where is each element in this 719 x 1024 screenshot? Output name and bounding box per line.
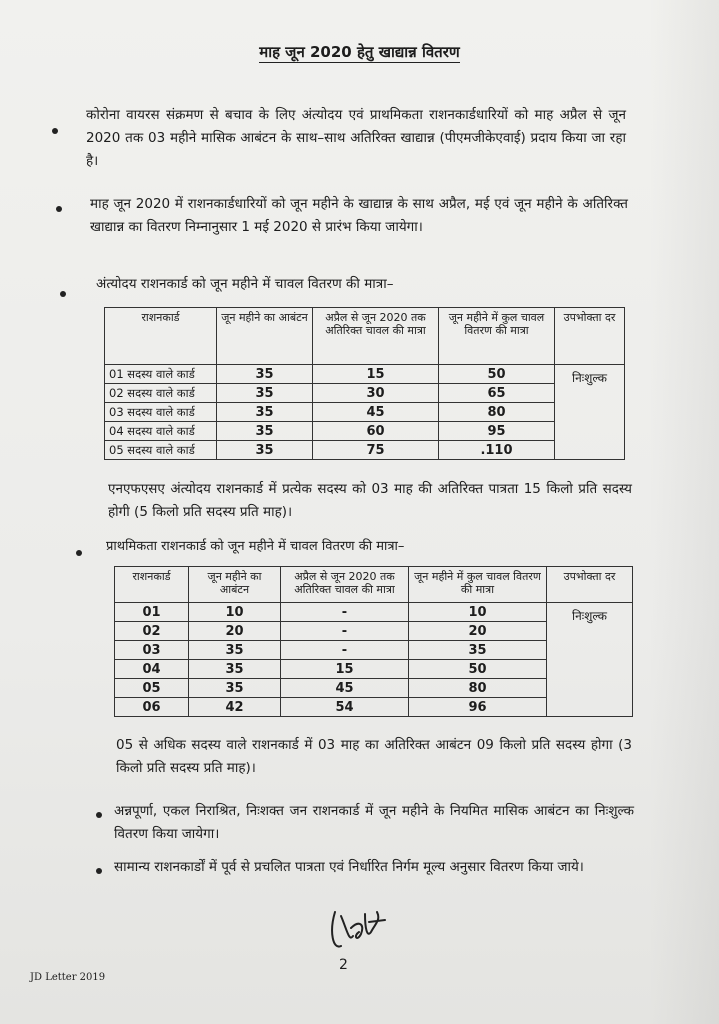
- table-cell: 15: [281, 660, 409, 679]
- table-header: अप्रैल से जून 2020 तक अतिरिक्त चावल की मात्रा: [313, 308, 439, 365]
- table-header-row: [105, 308, 625, 365]
- page-shadow: [649, 0, 719, 1024]
- table-cell: 42: [189, 698, 281, 717]
- table-cell: 50: [409, 660, 547, 679]
- table-cell: 60: [313, 422, 439, 441]
- consumer-rate-cell: निःशुल्क: [555, 365, 625, 460]
- table-header: जून महीने में कुल चावल वितरण की मात्रा: [409, 567, 547, 603]
- table-cell: 10: [409, 603, 547, 622]
- table-cell: 35: [217, 422, 313, 441]
- table-cell: 04 सदस्य वाले कार्ड: [105, 422, 217, 441]
- footer-label: JD Letter 2019: [30, 972, 106, 983]
- table-header: जून महीने का आबंटन: [189, 567, 281, 603]
- table-cell: 95: [439, 422, 555, 441]
- final-point-general: सामान्य राशनकार्डों में पूर्व से प्रचलित पात्रता एवं निर्धारित निर्गम मूल्य अनुसार वितरण किया जाये।: [114, 859, 584, 875]
- paragraph-june-distribution: माह जून 2020 में राशनकार्डधारियों को जून महीने के खाद्यान्न के साथ अप्रैल, मई एवं जून महीने के अतिरिक्त खाद्यान्न का वितरण निम्नानुसार 1 मई 2020 से प्रारंभ किया जायेगा।: [90, 196, 628, 235]
- table-header: अप्रैल से जून 2020 तक अतिरिक्त चावल की मात्रा: [281, 567, 409, 603]
- table-cell: -: [281, 622, 409, 641]
- table-header-row: [115, 567, 633, 603]
- table-header: जून महीने में कुल चावल वितरण की मात्रा: [439, 308, 555, 365]
- table-cell: 35: [217, 365, 313, 384]
- table-cell: -: [281, 641, 409, 660]
- table-cell: 02 सदस्य वाले कार्ड: [105, 384, 217, 403]
- priority-table: [114, 566, 633, 717]
- table-cell: .110: [439, 441, 555, 460]
- antyodaya-heading: अंत्योदय राशनकार्ड को जून महीने में चावल वितरण की मात्रा–: [96, 276, 394, 292]
- priority-note: 05 से अधिक सदस्य वाले राशनकार्ड में 03 माह का अतिरिक्त आबंटन 09 किलो प्रति सदस्य होगा (3 किलो प्रति सदस्य प्रति माह)।: [116, 737, 632, 776]
- consumer-rate-cell: निःशुल्क: [547, 603, 633, 717]
- page-number: 2: [339, 957, 348, 973]
- bullet-icon: [52, 128, 58, 134]
- table-cell: 35: [217, 441, 313, 460]
- table-cell: 35: [189, 641, 281, 660]
- table-cell: 35: [189, 679, 281, 698]
- table-cell: 80: [439, 403, 555, 422]
- table-row: [105, 422, 625, 441]
- table-header: उपभोक्ता दर: [555, 308, 625, 365]
- bullet-icon: [60, 291, 66, 297]
- table-cell: 20: [189, 622, 281, 641]
- table-cell: 50: [439, 365, 555, 384]
- table-cell: 45: [313, 403, 439, 422]
- table-cell: 20: [409, 622, 547, 641]
- table-cell: 96: [409, 698, 547, 717]
- bullet-icon: [96, 868, 102, 874]
- table-cell: 03 सदस्य वाले कार्ड: [105, 403, 217, 422]
- table-cell: 10: [189, 603, 281, 622]
- table-cell: 04: [115, 660, 189, 679]
- table-cell: 35: [189, 660, 281, 679]
- table-cell: 30: [313, 384, 439, 403]
- antyodaya-table: [104, 307, 625, 460]
- table-cell: 35: [409, 641, 547, 660]
- table-cell: 75: [313, 441, 439, 460]
- table-cell: -: [281, 603, 409, 622]
- table-header: राशनकार्ड: [115, 567, 189, 603]
- antyodaya-note: एनएफएसए अंत्योदय राशनकार्ड में प्रत्येक सदस्य को 03 माह की अतिरिक्त पात्रता 15 किलो प्रति सदस्य होगी (5 किलो प्रति सदस्य प्रति माह)।: [108, 481, 632, 520]
- table-cell: 35: [217, 384, 313, 403]
- table-cell: 05 सदस्य वाले कार्ड: [105, 441, 217, 460]
- table-cell: 15: [313, 365, 439, 384]
- signature-icon: [325, 902, 395, 968]
- table-cell: 35: [217, 403, 313, 422]
- bullet-icon: [56, 206, 62, 212]
- table-cell: 03: [115, 641, 189, 660]
- table-row: [105, 384, 625, 403]
- table-row: [105, 403, 625, 422]
- bullet-icon: [76, 550, 82, 556]
- table-cell: 45: [281, 679, 409, 698]
- table-row: [105, 441, 625, 460]
- table-cell: 65: [439, 384, 555, 403]
- final-point-annapurna: अन्नपूर्णा, एकल निराश्रित, निःशक्त जन राशनकार्ड में जून महीने के नियमित मासिक आबंटन का निःशुल्क वितरण किया जायेगा।: [114, 803, 634, 842]
- table-header: उपभोक्ता दर: [547, 567, 633, 603]
- table-header: जून महीने का आबंटन: [217, 308, 313, 365]
- table-cell: 05: [115, 679, 189, 698]
- bullet-icon: [96, 812, 102, 818]
- table-cell: 54: [281, 698, 409, 717]
- document-title: माह जून 2020 हेतु खाद्यान्न वितरण: [259, 43, 460, 61]
- table-cell: 01: [115, 603, 189, 622]
- table-row: [115, 603, 633, 622]
- table-row: [105, 365, 625, 384]
- table-cell: 01 सदस्य वाले कार्ड: [105, 365, 217, 384]
- table-cell: 06: [115, 698, 189, 717]
- table-header: राशनकार्ड: [105, 308, 217, 365]
- table-cell: 80: [409, 679, 547, 698]
- paragraph-covid-intro: कोरोना वायरस संक्रमण से बचाव के लिए अंत्योदय एवं प्राथमिकता राशनकार्डधारियों को माह अप्रैल से जून 2020 तक 03 महीने मासिक आबंटन के साथ–साथ अतिरिक्त खाद्यान्न (पीएमजीकेएवाई) प्रदाय किया जा रहा है।: [86, 107, 626, 169]
- priority-heading: प्राथमिकता राशनकार्ड को जून महीने में चावल वितरण की मात्रा–: [106, 539, 405, 554]
- table-cell: 02: [115, 622, 189, 641]
